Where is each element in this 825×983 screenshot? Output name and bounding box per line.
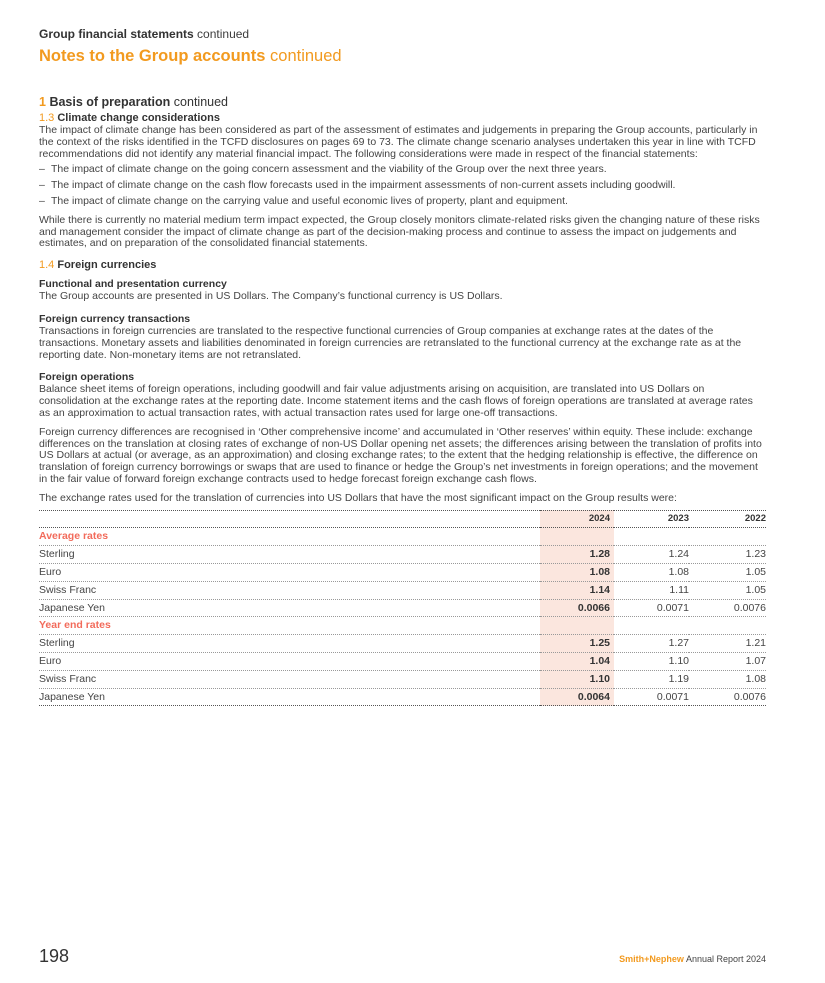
- section-continued: continued: [173, 95, 229, 109]
- group-label: Average rates: [39, 528, 540, 546]
- table-row: [39, 581, 766, 599]
- rate-2024: 1.04: [540, 652, 614, 670]
- rate-2023: 1.24: [614, 546, 689, 564]
- rate-2023: 1.27: [614, 635, 689, 653]
- rate-2024: 1.28: [540, 546, 614, 564]
- page-title-main: Notes to the Group accounts: [39, 47, 266, 65]
- list-item: – The impact of climate change on the going concern assessment and the viability of the Group over the next three years.: [39, 164, 766, 176]
- currency-label: Euro: [39, 563, 540, 581]
- table-row: [39, 546, 766, 564]
- table-header-row: [39, 510, 766, 528]
- rate-2024: 1.25: [540, 635, 614, 653]
- footer-brand: [619, 954, 766, 964]
- column-header-2022: 2022: [689, 510, 766, 528]
- climate-bullet-list: [39, 164, 766, 207]
- rate-2022: 1.08: [689, 670, 766, 688]
- climate-paragraph-1: The impact of climate change has been considered as part of the assessment of estimates and judgements in preparing the Group accounts, particularly in the context of the risks identified in the TCFD disclosures on pages 69 to 73. The climate change scenario analyses undertaken this year in line with TCFD recommendations did not identify any material financial impact. The following considerations were made in respect of the financial statements:: [39, 124, 758, 160]
- rate-2022: 1.05: [689, 563, 766, 581]
- section-heading-basis: [39, 94, 766, 110]
- rate-2022: 0.0076: [689, 688, 766, 706]
- rate-2023: 1.10: [614, 652, 689, 670]
- rate-2023: 1.11: [614, 581, 689, 599]
- transactions-heading: Foreign currency transactions: [39, 312, 191, 325]
- climate-paragraph-2: While there is currently no material medium term impact expected, the Group closely monitors climate-related risks given the changing nature of these risks and management consider the impact of climate change as part of the decision-making process and continue to assess the impact on judgements and estimates, and on preparation of the consolidated financial statements.: [39, 213, 760, 250]
- subsection-title: Foreign currencies: [57, 259, 157, 272]
- table-header-blank: [39, 510, 540, 528]
- column-header-2024: 2024: [540, 510, 614, 528]
- group-label: Year end rates: [39, 617, 540, 635]
- running-head: [39, 26, 766, 42]
- functional-currency-text: The Group accounts are presented in US Dollars. The Company’s functional currency is US Dollars.: [39, 290, 503, 303]
- rate-2022: 0.0076: [689, 599, 766, 617]
- rate-2023: 0.0071: [614, 688, 689, 706]
- table-intro: The exchange rates used for the translation of currencies into US Dollars that have the most significant impact on the Group results were:: [39, 491, 677, 504]
- currency-label: Sterling: [39, 635, 540, 653]
- rate-2023: 1.19: [614, 670, 689, 688]
- table-row: [39, 670, 766, 688]
- running-head-title: Group financial statements: [39, 27, 194, 41]
- section-number: 1: [39, 95, 46, 109]
- currency-label: Japanese Yen: [39, 688, 540, 706]
- rate-2024: 1.08: [540, 563, 614, 581]
- rate-2024: 0.0064: [540, 688, 614, 706]
- exchange-rates-table: [39, 510, 766, 707]
- brand-name: Smith+Nephew: [619, 954, 684, 964]
- rate-2023: 0.0071: [614, 599, 689, 617]
- currency-label: Sterling: [39, 546, 540, 564]
- list-item: – The impact of climate change on the cash flow forecasts used in the impairment assessments of non-current assets including goodwill.: [39, 180, 766, 192]
- section-title: Basis of preparation: [49, 95, 171, 109]
- rate-2022: 1.07: [689, 652, 766, 670]
- currency-label: Euro: [39, 652, 540, 670]
- rate-2024: 1.10: [540, 670, 614, 688]
- operations-heading: Foreign operations: [39, 371, 135, 384]
- group-row-average: [39, 528, 766, 546]
- subsection-heading-climate: [39, 111, 766, 125]
- rate-2022: 1.21: [689, 635, 766, 653]
- running-head-continued: continued: [197, 27, 250, 41]
- rate-2023: 1.08: [614, 563, 689, 581]
- rate-2024: 0.0066: [540, 599, 614, 617]
- table-row: [39, 635, 766, 653]
- column-header-2023: 2023: [614, 510, 689, 528]
- currency-label: Japanese Yen: [39, 599, 540, 617]
- table-row: [39, 688, 766, 706]
- table-row: [39, 652, 766, 670]
- rate-2022: 1.23: [689, 546, 766, 564]
- subsection-number: 1.3: [39, 112, 55, 124]
- list-item: – The impact of climate change on the carrying value and useful economic lives of property, plant and equipment.: [39, 196, 766, 208]
- functional-currency-heading: Functional and presentation currency: [39, 278, 227, 291]
- currency-label: Swiss Franc: [39, 581, 540, 599]
- page-number: 198: [39, 946, 70, 966]
- rate-2024: 1.14: [540, 581, 614, 599]
- operations-text-2: Foreign currency differences are recognised in ‘Other comprehensive income’ and accumulated in ‘Other reserves’ within equity. These include: exchange differences on the translation at closing rates of exchange of non-US Dollar opening net assets; the differences arising between the translation of profits into US Dollars at actual (or average, as an approximation) and closing exchange rates; to the extent that the hedging relationship is effective, the difference on translation of foreign currency borrowings or swaps that are used to finance or hedge the Group’s net investments in foreign operations; and the movement in the fair value of forward foreign exchange contracts used to hedge forecast foreign exchange cash flows.: [39, 425, 762, 485]
- currency-label: Swiss Franc: [39, 670, 540, 688]
- page-content: [39, 26, 766, 706]
- rate-2022: 1.05: [689, 581, 766, 599]
- table-row: [39, 563, 766, 581]
- table-row: [39, 599, 766, 617]
- operations-text-1: Balance sheet items of foreign operations, including goodwill and fair value adjustments arising on acquisition, are translated into US Dollars on consolidation at the exchange rates at the reporting date. Income statement items and the cash flows of foreign operations are translated at average rates as an approximation to actual transaction rates, with actual transaction rates used for large one-off transactions.: [39, 383, 753, 419]
- subsection-heading-currencies: [39, 258, 766, 272]
- transactions-text: Transactions in foreign currencies are translated to the respective functional currencies of Group companies at exchange rates at the dates of the transactions. Monetary assets and liabilities denominated in foreign currencies are retranslated to the functional currency at the exchange rate as at the reporting date. Non-monetary items are not retranslated.: [39, 324, 742, 361]
- page-title: [39, 46, 766, 66]
- group-row-year-end: [39, 617, 766, 635]
- page-title-continued: continued: [270, 47, 342, 65]
- report-name: Annual Report 2024: [685, 954, 766, 964]
- subsection-title: Climate change considerations: [57, 112, 220, 124]
- subsection-number: 1.4: [39, 259, 55, 272]
